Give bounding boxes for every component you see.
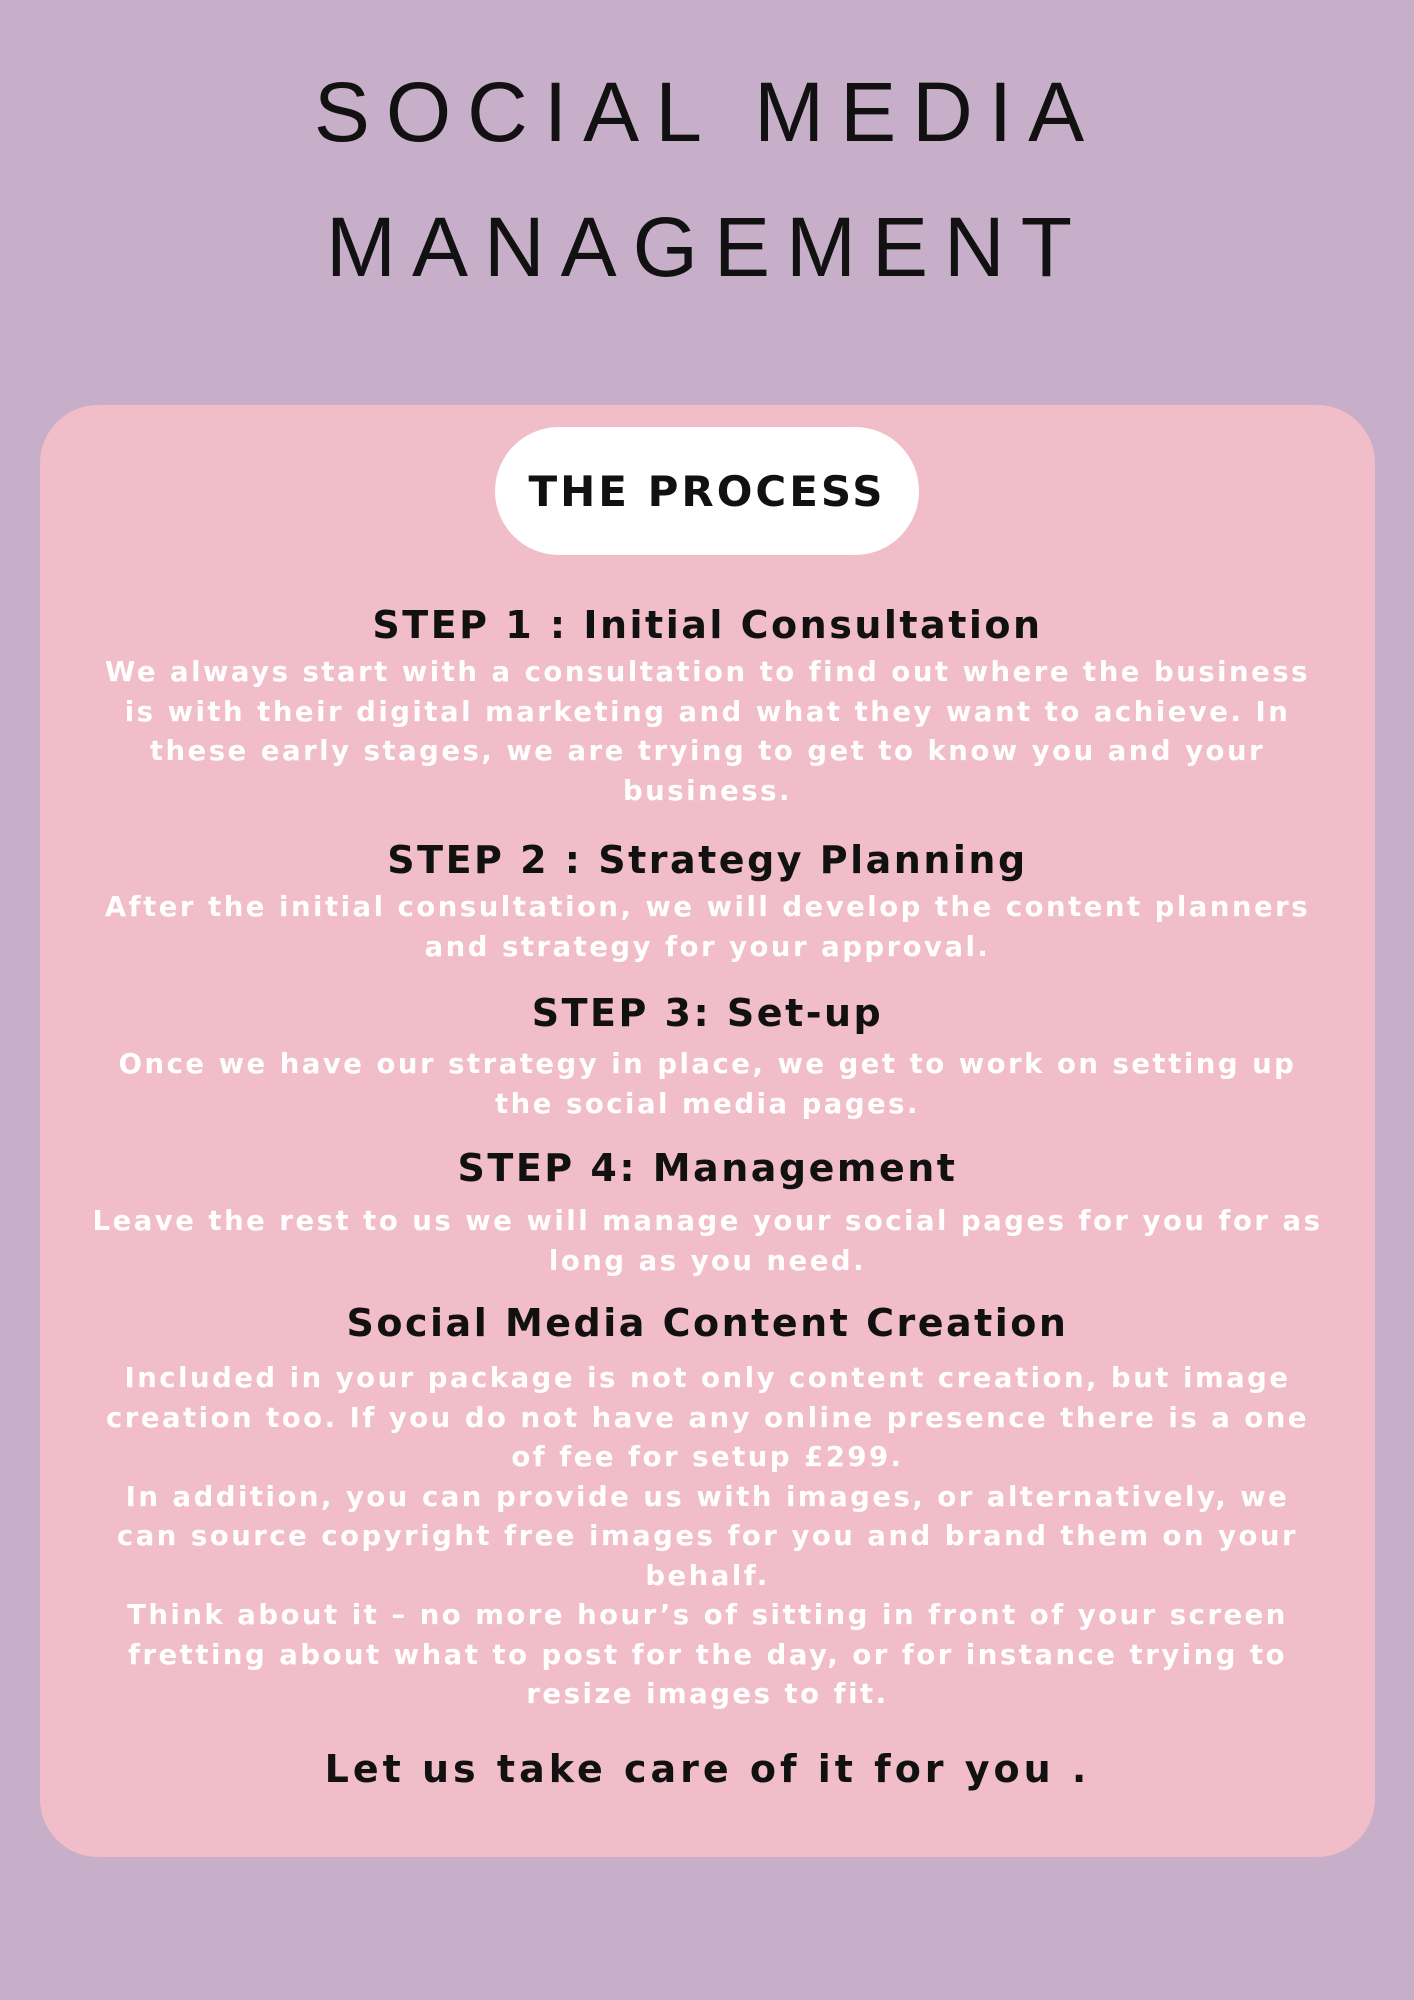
process-card	[40, 405, 1375, 1857]
content-creation-heading: Social Media Content Creation	[346, 1301, 1069, 1345]
step-3-body: Once we have our strategy in place, we get to work on setting up the social media pages.	[118, 1048, 1297, 1120]
page-title-line-2: MANAGEMENT	[325, 200, 1089, 294]
content-creation-body	[90, 1359, 1325, 1715]
step-1-body: We always start with a consultation to find out where the business is with their digital marketing and what they want to achieve. In these early stages, we are trying to get to know you and your business.	[104, 656, 1311, 807]
content-creation-paragraph-1: Included in your package is not only content creation, but image creation too. If you do not have any online presence there is a one of fee for setup £299.	[105, 1362, 1310, 1473]
step-2-heading: STEP 2 : Strategy Planning	[387, 838, 1028, 882]
content-creation-paragraph-3: Think about it – no more hour’s of sitting in front of your screen fretting about what to post for the day, or for instance trying to resize images to fit.	[127, 1599, 1288, 1710]
closing-tagline: Let us take care of it for you .	[324, 1747, 1091, 1791]
step-1-heading: STEP 1 : Initial Consultation	[372, 603, 1043, 647]
step-2-body: After the initial consultation, we will develop the content planners and strategy for your approval.	[104, 891, 1311, 963]
step-4-body: Leave the rest to us we will manage your social pages for you for as long as you need.	[92, 1205, 1323, 1277]
page-title-line-1: SOCIAL MEDIA	[313, 65, 1101, 159]
step-3-heading: STEP 3: Set-up	[531, 991, 884, 1035]
step-4-heading: STEP 4: Management	[457, 1146, 958, 1190]
process-pill-label: THE PROCESS	[495, 427, 919, 555]
content-creation-paragraph-2: In addition, you can provide us with images, or alternatively, we can source copyright free images for you and brand them on your behalf.	[116, 1480, 1299, 1592]
